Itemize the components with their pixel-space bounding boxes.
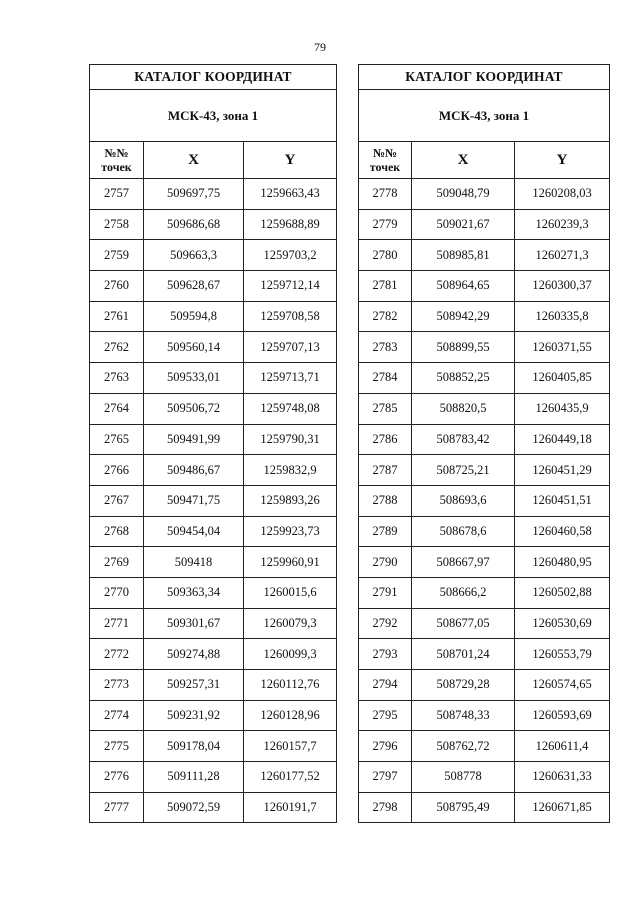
x-coordinate-cell: 509491,99 xyxy=(144,424,244,455)
table-row xyxy=(90,393,337,424)
y-coordinate-cell: 1260553,79 xyxy=(515,639,610,670)
table-row xyxy=(359,670,610,701)
column-header-y: Y xyxy=(515,142,610,179)
y-coordinate-cell: 1259748,08 xyxy=(244,393,337,424)
x-coordinate-cell: 508677,05 xyxy=(412,608,515,639)
table-row xyxy=(359,301,610,332)
y-coordinate-cell: 1260177,52 xyxy=(244,762,337,793)
point-number-cell: 2792 xyxy=(359,608,412,639)
table-row xyxy=(90,608,337,639)
y-coordinate-cell: 1260480,95 xyxy=(515,547,610,578)
point-number-cell: 2770 xyxy=(90,577,144,608)
table-row xyxy=(359,455,610,486)
x-coordinate-cell: 509697,75 xyxy=(144,179,244,210)
point-number-cell: 2788 xyxy=(359,485,412,516)
y-coordinate-cell: 1260631,33 xyxy=(515,762,610,793)
point-number-cell: 2762 xyxy=(90,332,144,363)
header-num-line1: №№ xyxy=(372,146,398,160)
y-coordinate-cell: 1259703,2 xyxy=(244,240,337,271)
point-number-cell: 2775 xyxy=(90,731,144,762)
table-row xyxy=(359,792,610,823)
page-number: 79 xyxy=(314,40,326,54)
y-coordinate-cell: 1260451,29 xyxy=(515,455,610,486)
x-coordinate-cell: 508820,5 xyxy=(412,393,515,424)
y-coordinate-cell: 1260451,51 xyxy=(515,485,610,516)
table-subtitle: МСК-43, зона 1 xyxy=(359,90,610,142)
y-coordinate-cell: 1259893,26 xyxy=(244,485,337,516)
y-coordinate-cell: 1260157,7 xyxy=(244,731,337,762)
table-row xyxy=(90,700,337,731)
point-number-cell: 2783 xyxy=(359,332,412,363)
y-coordinate-cell: 1259707,13 xyxy=(244,332,337,363)
column-header-point-number xyxy=(90,142,144,179)
x-coordinate-cell: 509111,28 xyxy=(144,762,244,793)
table-row xyxy=(359,209,610,240)
x-coordinate-cell: 508985,81 xyxy=(412,240,515,271)
point-number-cell: 2786 xyxy=(359,424,412,455)
point-number-cell: 2761 xyxy=(90,301,144,332)
table-row xyxy=(90,670,337,701)
y-coordinate-cell: 1260191,7 xyxy=(244,792,337,823)
table-row xyxy=(90,301,337,332)
y-coordinate-cell: 1259712,14 xyxy=(244,271,337,302)
x-coordinate-cell: 508725,21 xyxy=(412,455,515,486)
y-coordinate-cell: 1260574,65 xyxy=(515,670,610,701)
table-row xyxy=(359,762,610,793)
table-row xyxy=(359,271,610,302)
table-row xyxy=(90,516,337,547)
x-coordinate-cell: 508748,33 xyxy=(412,700,515,731)
x-coordinate-cell: 508964,65 xyxy=(412,271,515,302)
table-row xyxy=(90,762,337,793)
point-number-cell: 2782 xyxy=(359,301,412,332)
table-row xyxy=(90,455,337,486)
x-coordinate-cell: 508778 xyxy=(412,762,515,793)
y-coordinate-cell: 1260099,3 xyxy=(244,639,337,670)
table-row xyxy=(359,485,610,516)
y-coordinate-cell: 1260300,37 xyxy=(515,271,610,302)
table-row xyxy=(359,639,610,670)
table-title: КАТАЛОГ КООРДИНАТ xyxy=(359,65,610,90)
table-row xyxy=(359,516,610,547)
point-number-cell: 2759 xyxy=(90,240,144,271)
point-number-cell: 2789 xyxy=(359,516,412,547)
point-number-cell: 2776 xyxy=(90,762,144,793)
x-coordinate-cell: 508783,42 xyxy=(412,424,515,455)
point-number-cell: 2790 xyxy=(359,547,412,578)
y-coordinate-cell: 1260611,4 xyxy=(515,731,610,762)
table-row xyxy=(359,393,610,424)
table-row xyxy=(359,577,610,608)
y-coordinate-cell: 1260208,03 xyxy=(515,179,610,210)
table-row xyxy=(90,209,337,240)
y-coordinate-cell: 1260271,3 xyxy=(515,240,610,271)
x-coordinate-cell: 509486,67 xyxy=(144,455,244,486)
coordinates-table-right xyxy=(358,64,610,823)
x-coordinate-cell: 508666,2 xyxy=(412,577,515,608)
y-coordinate-cell: 1259923,73 xyxy=(244,516,337,547)
point-number-cell: 2796 xyxy=(359,731,412,762)
x-coordinate-cell: 509301,67 xyxy=(144,608,244,639)
x-coordinate-cell: 509663,3 xyxy=(144,240,244,271)
y-coordinate-cell: 1260502,88 xyxy=(515,577,610,608)
column-header-point-number xyxy=(359,142,412,179)
y-coordinate-cell: 1260671,85 xyxy=(515,792,610,823)
y-coordinate-cell: 1260449,18 xyxy=(515,424,610,455)
table-row xyxy=(359,547,610,578)
table-row xyxy=(90,639,337,670)
x-coordinate-cell: 509471,75 xyxy=(144,485,244,516)
table-row xyxy=(90,731,337,762)
x-coordinate-cell: 508729,28 xyxy=(412,670,515,701)
table-row xyxy=(90,363,337,394)
y-coordinate-cell: 1260128,96 xyxy=(244,700,337,731)
x-coordinate-cell: 509686,68 xyxy=(144,209,244,240)
point-number-cell: 2794 xyxy=(359,670,412,701)
point-number-cell: 2791 xyxy=(359,577,412,608)
table-row xyxy=(90,271,337,302)
header-num-line2: точек xyxy=(369,160,401,174)
x-coordinate-cell: 508667,97 xyxy=(412,547,515,578)
header-num-line1: №№ xyxy=(104,146,129,160)
point-number-cell: 2758 xyxy=(90,209,144,240)
x-coordinate-cell: 509418 xyxy=(144,547,244,578)
table-row xyxy=(90,179,337,210)
x-coordinate-cell: 509454,04 xyxy=(144,516,244,547)
x-coordinate-cell: 509506,72 xyxy=(144,393,244,424)
y-coordinate-cell: 1260593,69 xyxy=(515,700,610,731)
point-number-cell: 2785 xyxy=(359,393,412,424)
table-row xyxy=(90,332,337,363)
point-number-cell: 2768 xyxy=(90,516,144,547)
x-coordinate-cell: 509274,88 xyxy=(144,639,244,670)
point-number-cell: 2798 xyxy=(359,792,412,823)
point-number-cell: 2784 xyxy=(359,363,412,394)
y-coordinate-cell: 1259688,89 xyxy=(244,209,337,240)
x-coordinate-cell: 509628,67 xyxy=(144,271,244,302)
y-coordinate-cell: 1260112,76 xyxy=(244,670,337,701)
table-row xyxy=(90,547,337,578)
x-coordinate-cell: 509048,79 xyxy=(412,179,515,210)
x-coordinate-cell: 509021,67 xyxy=(412,209,515,240)
y-coordinate-cell: 1260435,9 xyxy=(515,393,610,424)
x-coordinate-cell: 508693,6 xyxy=(412,485,515,516)
point-number-cell: 2771 xyxy=(90,608,144,639)
table-row xyxy=(359,731,610,762)
y-coordinate-cell: 1259708,58 xyxy=(244,301,337,332)
x-coordinate-cell: 508942,29 xyxy=(412,301,515,332)
point-number-cell: 2772 xyxy=(90,639,144,670)
x-coordinate-cell: 508701,24 xyxy=(412,639,515,670)
point-number-cell: 2795 xyxy=(359,700,412,731)
x-coordinate-cell: 508899,55 xyxy=(412,332,515,363)
point-number-cell: 2773 xyxy=(90,670,144,701)
header-num-line2: точек xyxy=(101,160,132,174)
point-number-cell: 2787 xyxy=(359,455,412,486)
table-row xyxy=(359,240,610,271)
table-row xyxy=(359,332,610,363)
column-header-y: Y xyxy=(244,142,337,179)
x-coordinate-cell: 508852,25 xyxy=(412,363,515,394)
table-row xyxy=(90,792,337,823)
point-number-cell: 2774 xyxy=(90,700,144,731)
y-coordinate-cell: 1260015,6 xyxy=(244,577,337,608)
x-coordinate-cell: 509594,8 xyxy=(144,301,244,332)
point-number-cell: 2757 xyxy=(90,179,144,210)
point-number-cell: 2797 xyxy=(359,762,412,793)
point-number-cell: 2793 xyxy=(359,639,412,670)
point-number-cell: 2765 xyxy=(90,424,144,455)
column-header-x: X xyxy=(412,142,515,179)
x-coordinate-cell: 508795,49 xyxy=(412,792,515,823)
y-coordinate-cell: 1259663,43 xyxy=(244,179,337,210)
table-title: КАТАЛОГ КООРДИНАТ xyxy=(90,65,337,90)
point-number-cell: 2769 xyxy=(90,547,144,578)
y-coordinate-cell: 1260530,69 xyxy=(515,608,610,639)
point-number-cell: 2777 xyxy=(90,792,144,823)
coordinates-table-left xyxy=(89,64,337,823)
point-number-cell: 2778 xyxy=(359,179,412,210)
y-coordinate-cell: 1260371,55 xyxy=(515,332,610,363)
y-coordinate-cell: 1259713,71 xyxy=(244,363,337,394)
table-row xyxy=(359,424,610,455)
y-coordinate-cell: 1260460,58 xyxy=(515,516,610,547)
x-coordinate-cell: 509178,04 xyxy=(144,731,244,762)
y-coordinate-cell: 1260405,85 xyxy=(515,363,610,394)
x-coordinate-cell: 509533,01 xyxy=(144,363,244,394)
y-coordinate-cell: 1259832,9 xyxy=(244,455,337,486)
point-number-cell: 2767 xyxy=(90,485,144,516)
table-row xyxy=(359,179,610,210)
point-number-cell: 2780 xyxy=(359,240,412,271)
x-coordinate-cell: 508762,72 xyxy=(412,731,515,762)
y-coordinate-cell: 1260239,3 xyxy=(515,209,610,240)
column-header-x: X xyxy=(144,142,244,179)
y-coordinate-cell: 1259790,31 xyxy=(244,424,337,455)
y-coordinate-cell: 1259960,91 xyxy=(244,547,337,578)
point-number-cell: 2781 xyxy=(359,271,412,302)
point-number-cell: 2779 xyxy=(359,209,412,240)
x-coordinate-cell: 509363,34 xyxy=(144,577,244,608)
table-row xyxy=(359,608,610,639)
point-number-cell: 2760 xyxy=(90,271,144,302)
table-subtitle: МСК-43, зона 1 xyxy=(90,90,337,142)
y-coordinate-cell: 1260079,3 xyxy=(244,608,337,639)
point-number-cell: 2764 xyxy=(90,393,144,424)
point-number-cell: 2766 xyxy=(90,455,144,486)
point-number-cell: 2763 xyxy=(90,363,144,394)
y-coordinate-cell: 1260335,8 xyxy=(515,301,610,332)
table-row xyxy=(90,424,337,455)
table-row xyxy=(359,700,610,731)
x-coordinate-cell: 509560,14 xyxy=(144,332,244,363)
table-row xyxy=(359,363,610,394)
table-row xyxy=(90,240,337,271)
x-coordinate-cell: 509257,31 xyxy=(144,670,244,701)
table-row xyxy=(90,485,337,516)
x-coordinate-cell: 508678,6 xyxy=(412,516,515,547)
x-coordinate-cell: 509072,59 xyxy=(144,792,244,823)
table-row xyxy=(90,577,337,608)
x-coordinate-cell: 509231,92 xyxy=(144,700,244,731)
